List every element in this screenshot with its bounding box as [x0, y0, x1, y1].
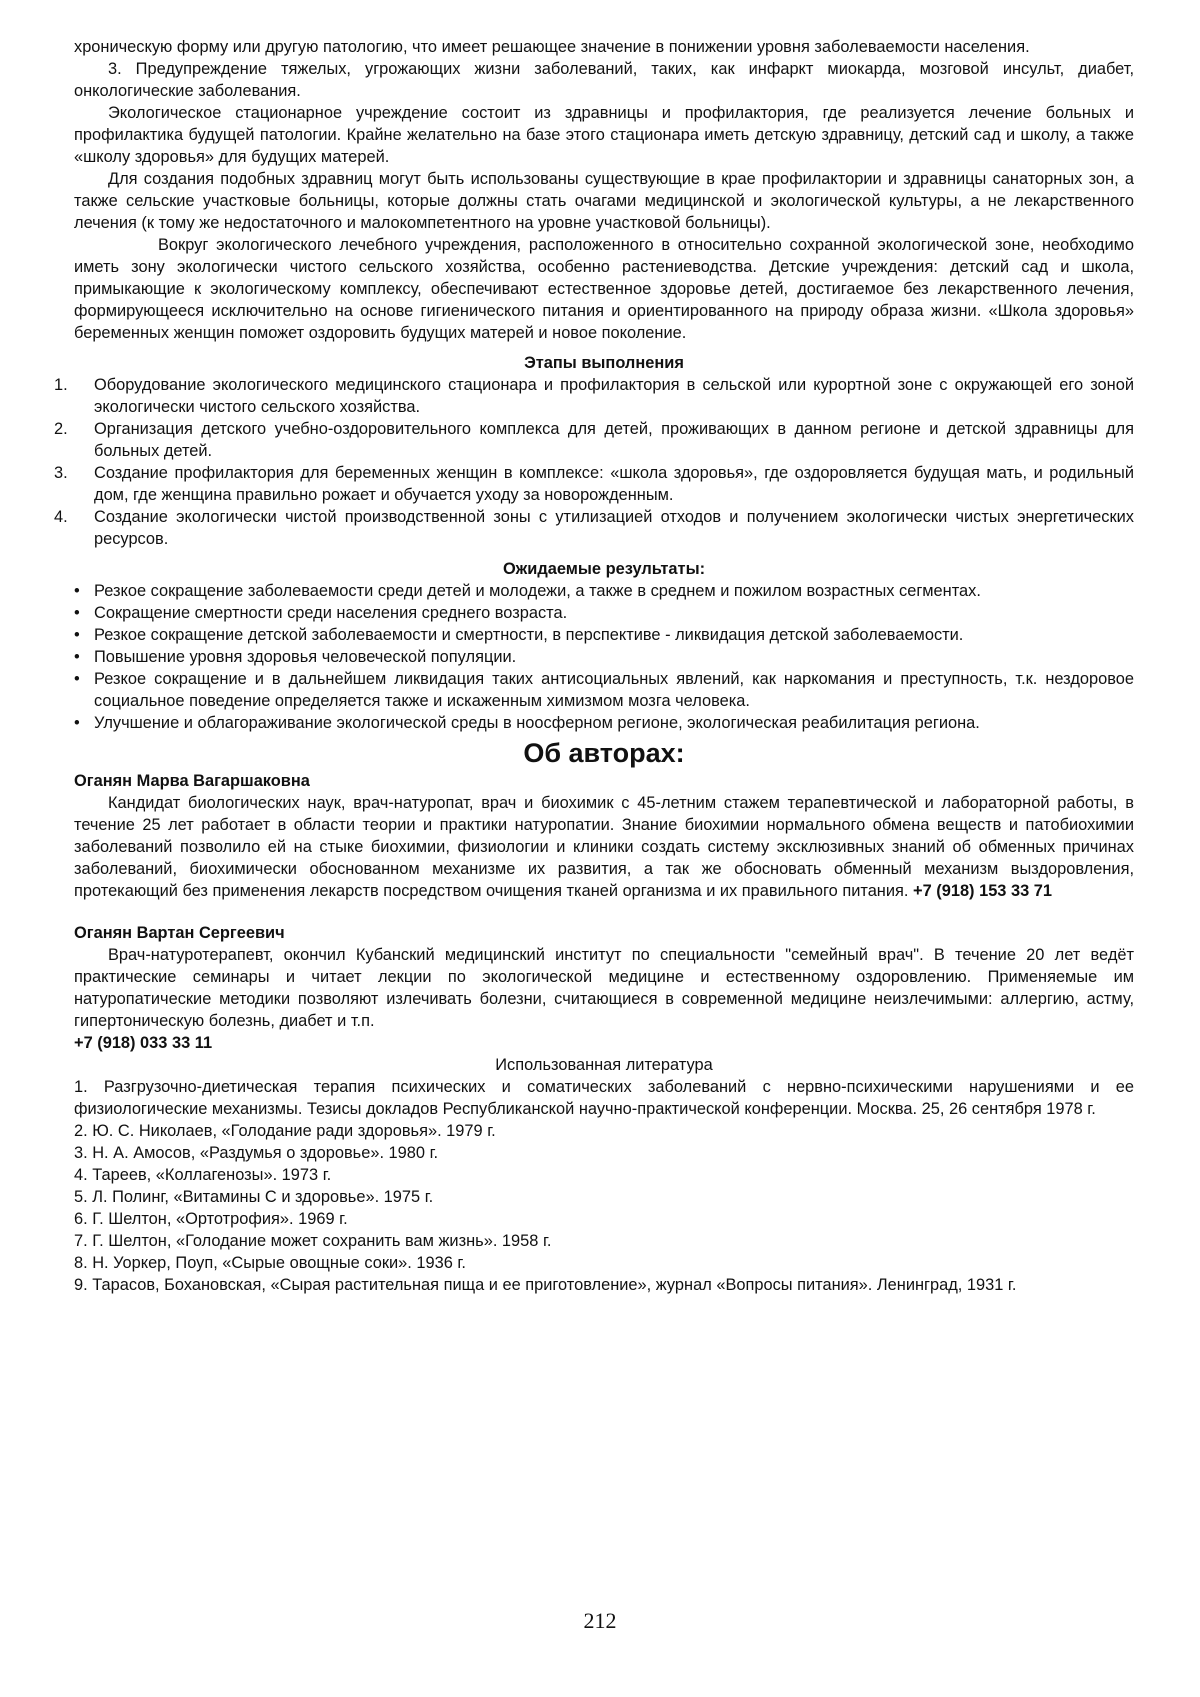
intro-paragraph-5: Вокруг экологического лечебного учреждения, расположенного в относительно сохранной экологической зоне, необходимо иметь зону экологически чистого сельского хозяйства, особенно растениеводства. Детские учреждения: детский сад и школа, примыкающие к экологическому комплексу, обеспечивают естественное здоровье детей, достигаемое без лекарственного лечения, формирующееся исключительно на основе гигиенического питания и ориентированного на природу образа жизни. «Школа здоровья» беременных женщин поможет оздоровить будущих матерей и новое поколение. [74, 236, 1134, 342]
list-number: 2. [54, 420, 68, 438]
list-item [54, 462, 1134, 506]
list-item [74, 602, 1134, 624]
list-item [54, 374, 1134, 418]
literature-item: 5. Л. Полинг, «Витамины С и здоровье». 1975 г. [74, 1188, 434, 1206]
literature-item: 8. Н. Уоркер, Поуп, «Сырые овощные соки». 1936 г. [74, 1254, 466, 1272]
list-item [74, 580, 1134, 602]
author-bio [74, 792, 1134, 902]
results-list [74, 580, 1134, 734]
literature-item: 1. Разгрузочно-диетическая терапия психических и соматических заболеваний с нервно-психическими нарушениями и ее физиологические механизмы. Тезисы докладов Республиканской научно-практической конференции. Москва. 25, 26 сентября 1978 г. [74, 1078, 1134, 1118]
list-item-text: Сокращение смертности среди населения среднего возраста. [94, 604, 568, 622]
list-item [74, 712, 1134, 734]
literature-heading: Использованная литература [495, 1056, 713, 1074]
literature-item: 9. Тарасов, Бохановская, «Сырая растительная пища и ее приготовление», журнал «Вопросы питания». Ленинград, 1931 г. [74, 1276, 1017, 1294]
author-bio: Врач-натуротерапевт, окончил Кубанский медицинский институт по специальности "семейный врач". В течение 20 лет ведёт практические семинары и читает лекции по экологической медицине и естественному оздоровлению. Применяемые им натуропатические методики позволяют излечивать болезни, считающиеся в современной медицине неизлечимыми: аллергию, астму, гипертоническую болезнь, диабет и т.п. [74, 946, 1134, 1030]
list-item-text: Резкое сокращение заболеваемости среди детей и молодежи, а также в среднем и пожилом возрастных сегментах. [94, 582, 981, 600]
bullet-icon: • [74, 714, 80, 732]
intro-paragraph-2: 3. Предупреждение тяжелых, угрожающих жизни заболеваний, таких, как инфаркт миокарда, мозговой инсульт, диабет, онкологические заболевания. [74, 60, 1134, 100]
bullet-icon: • [74, 648, 80, 666]
bullet-icon: • [74, 582, 80, 600]
list-item [54, 418, 1134, 462]
intro-paragraph-3: Экологическое стационарное учреждение состоит из здравницы и профилактория, где реализуется лечение больных и профилактика будущей патологии. Крайне желательно на базе этого стационара иметь детскую здравницу, детский сад и школу, а также «школу здоровья» для будущих матерей. [74, 104, 1134, 166]
list-item-text: Резкое сокращение детской заболеваемости и смертности, в перспективе - ликвидация детской заболеваемости. [94, 626, 964, 644]
author-name: Оганян Вартан Сергеевич [74, 924, 285, 942]
bullet-icon: • [74, 626, 80, 644]
spacer [74, 902, 1134, 922]
list-number: 4. [54, 508, 68, 526]
literature-item: 2. Ю. С. Николаев, «Голодание ради здоровья». 1979 г. [74, 1122, 496, 1140]
literature-item: 3. Н. А. Амосов, «Раздумья о здоровье». 1980 г. [74, 1144, 439, 1162]
stages-heading: Этапы выполнения [524, 354, 684, 372]
bullet-icon: • [74, 670, 80, 688]
list-item [74, 646, 1134, 668]
stages-list [54, 374, 1134, 550]
intro-paragraph-4: Для создания подобных здравниц могут быть использованы существующие в крае профилактории и здравницы санаторных зон, а также сельские участковые больницы, которые должны стать очагами медицинской и экологической культуры, а не лекарственного лечения (к тому же недостаточного и малокомпетентного на уровне участковой больницы). [74, 170, 1134, 232]
list-item-text: Резкое сокращение и в дальнейшем ликвидация таких антисоциальных явлений, как наркомания и преступность, т.к. нездоровое социальное поведение определяется также и искаженным химизмом мозга человека. [94, 670, 1134, 710]
literature-item: 6. Г. Шелтон, «Ортотрофия». 1969 г. [74, 1210, 348, 1228]
author-phone: +7 (918) 033 33 11 [74, 1034, 213, 1052]
authors-heading: Об авторах: [523, 738, 685, 768]
literature-item: 4. Тареев, «Коллагенозы». 1973 г. [74, 1166, 332, 1184]
author-bio-text: Кандидат биологических наук, врач-натуропат, врач и биохимик с 45-летним стажем терапевтической и лабораторной работы, в течение 25 лет работает в области теории и практики натуропатии. Знание биохимии нормального обмена веществ и патобиохимии заболеваний позволило ей на стыке биохимии, физиологии и клиники создать систему эксклюзивных знаний об обменных причинах заболеваний, биохимически обоснованном механизме их развития, а так же обосновать обменный механизм выздоровления, протекающий без применения лекарств посредством очищения тканей организма и их правильного питания. [74, 794, 1134, 900]
list-number: 1. [54, 376, 68, 394]
page-number: 212 [583, 1608, 617, 1633]
bullet-icon: • [74, 604, 80, 622]
list-number: 3. [54, 464, 68, 482]
literature-item: 7. Г. Шелтон, «Голодание может сохранить вам жизнь». 1958 г. [74, 1232, 552, 1250]
list-item-text: Организация детского учебно-оздоровительного комплекса для детей, проживающих в данном регионе и детской здравницы для больных детей. [94, 420, 1134, 460]
list-item-text: Улучшение и облагораживание экологической среды в ноосферном регионе, экологическая реабилитация региона. [94, 714, 980, 732]
list-item-text: Создание экологически чистой производственной зоны с утилизацией отходов и получением экологически чистых энергетических ресурсов. [94, 508, 1134, 548]
list-item-text: Оборудование экологического медицинского стационара и профилактория в сельской или курортной зоне с окружающей его зоной экологически чистого сельского хозяйства. [94, 376, 1134, 416]
list-item [74, 668, 1134, 712]
document-page [54, 36, 1134, 1296]
intro-paragraph-1: хроническую форму или другую патологию, что имеет решающее значение в понижении уровня заболеваемости населения. [74, 38, 1030, 56]
list-item-text: Повышение уровня здоровья человеческой популяции. [94, 648, 517, 666]
author-name: Оганян Марва Вагаршаковна [74, 772, 310, 790]
author-phone: +7 (918) 153 33 71 [913, 882, 1052, 900]
list-item [54, 506, 1134, 550]
list-item-text: Создание профилактория для беременных женщин в комплексе: «школа здоровья», где оздоровляется будущая мать, и родильный дом, где женщина правильно рожает и обучается уходу за новорожденным. [94, 464, 1134, 504]
list-item [74, 624, 1134, 646]
results-heading: Ожидаемые результаты: [502, 560, 706, 578]
